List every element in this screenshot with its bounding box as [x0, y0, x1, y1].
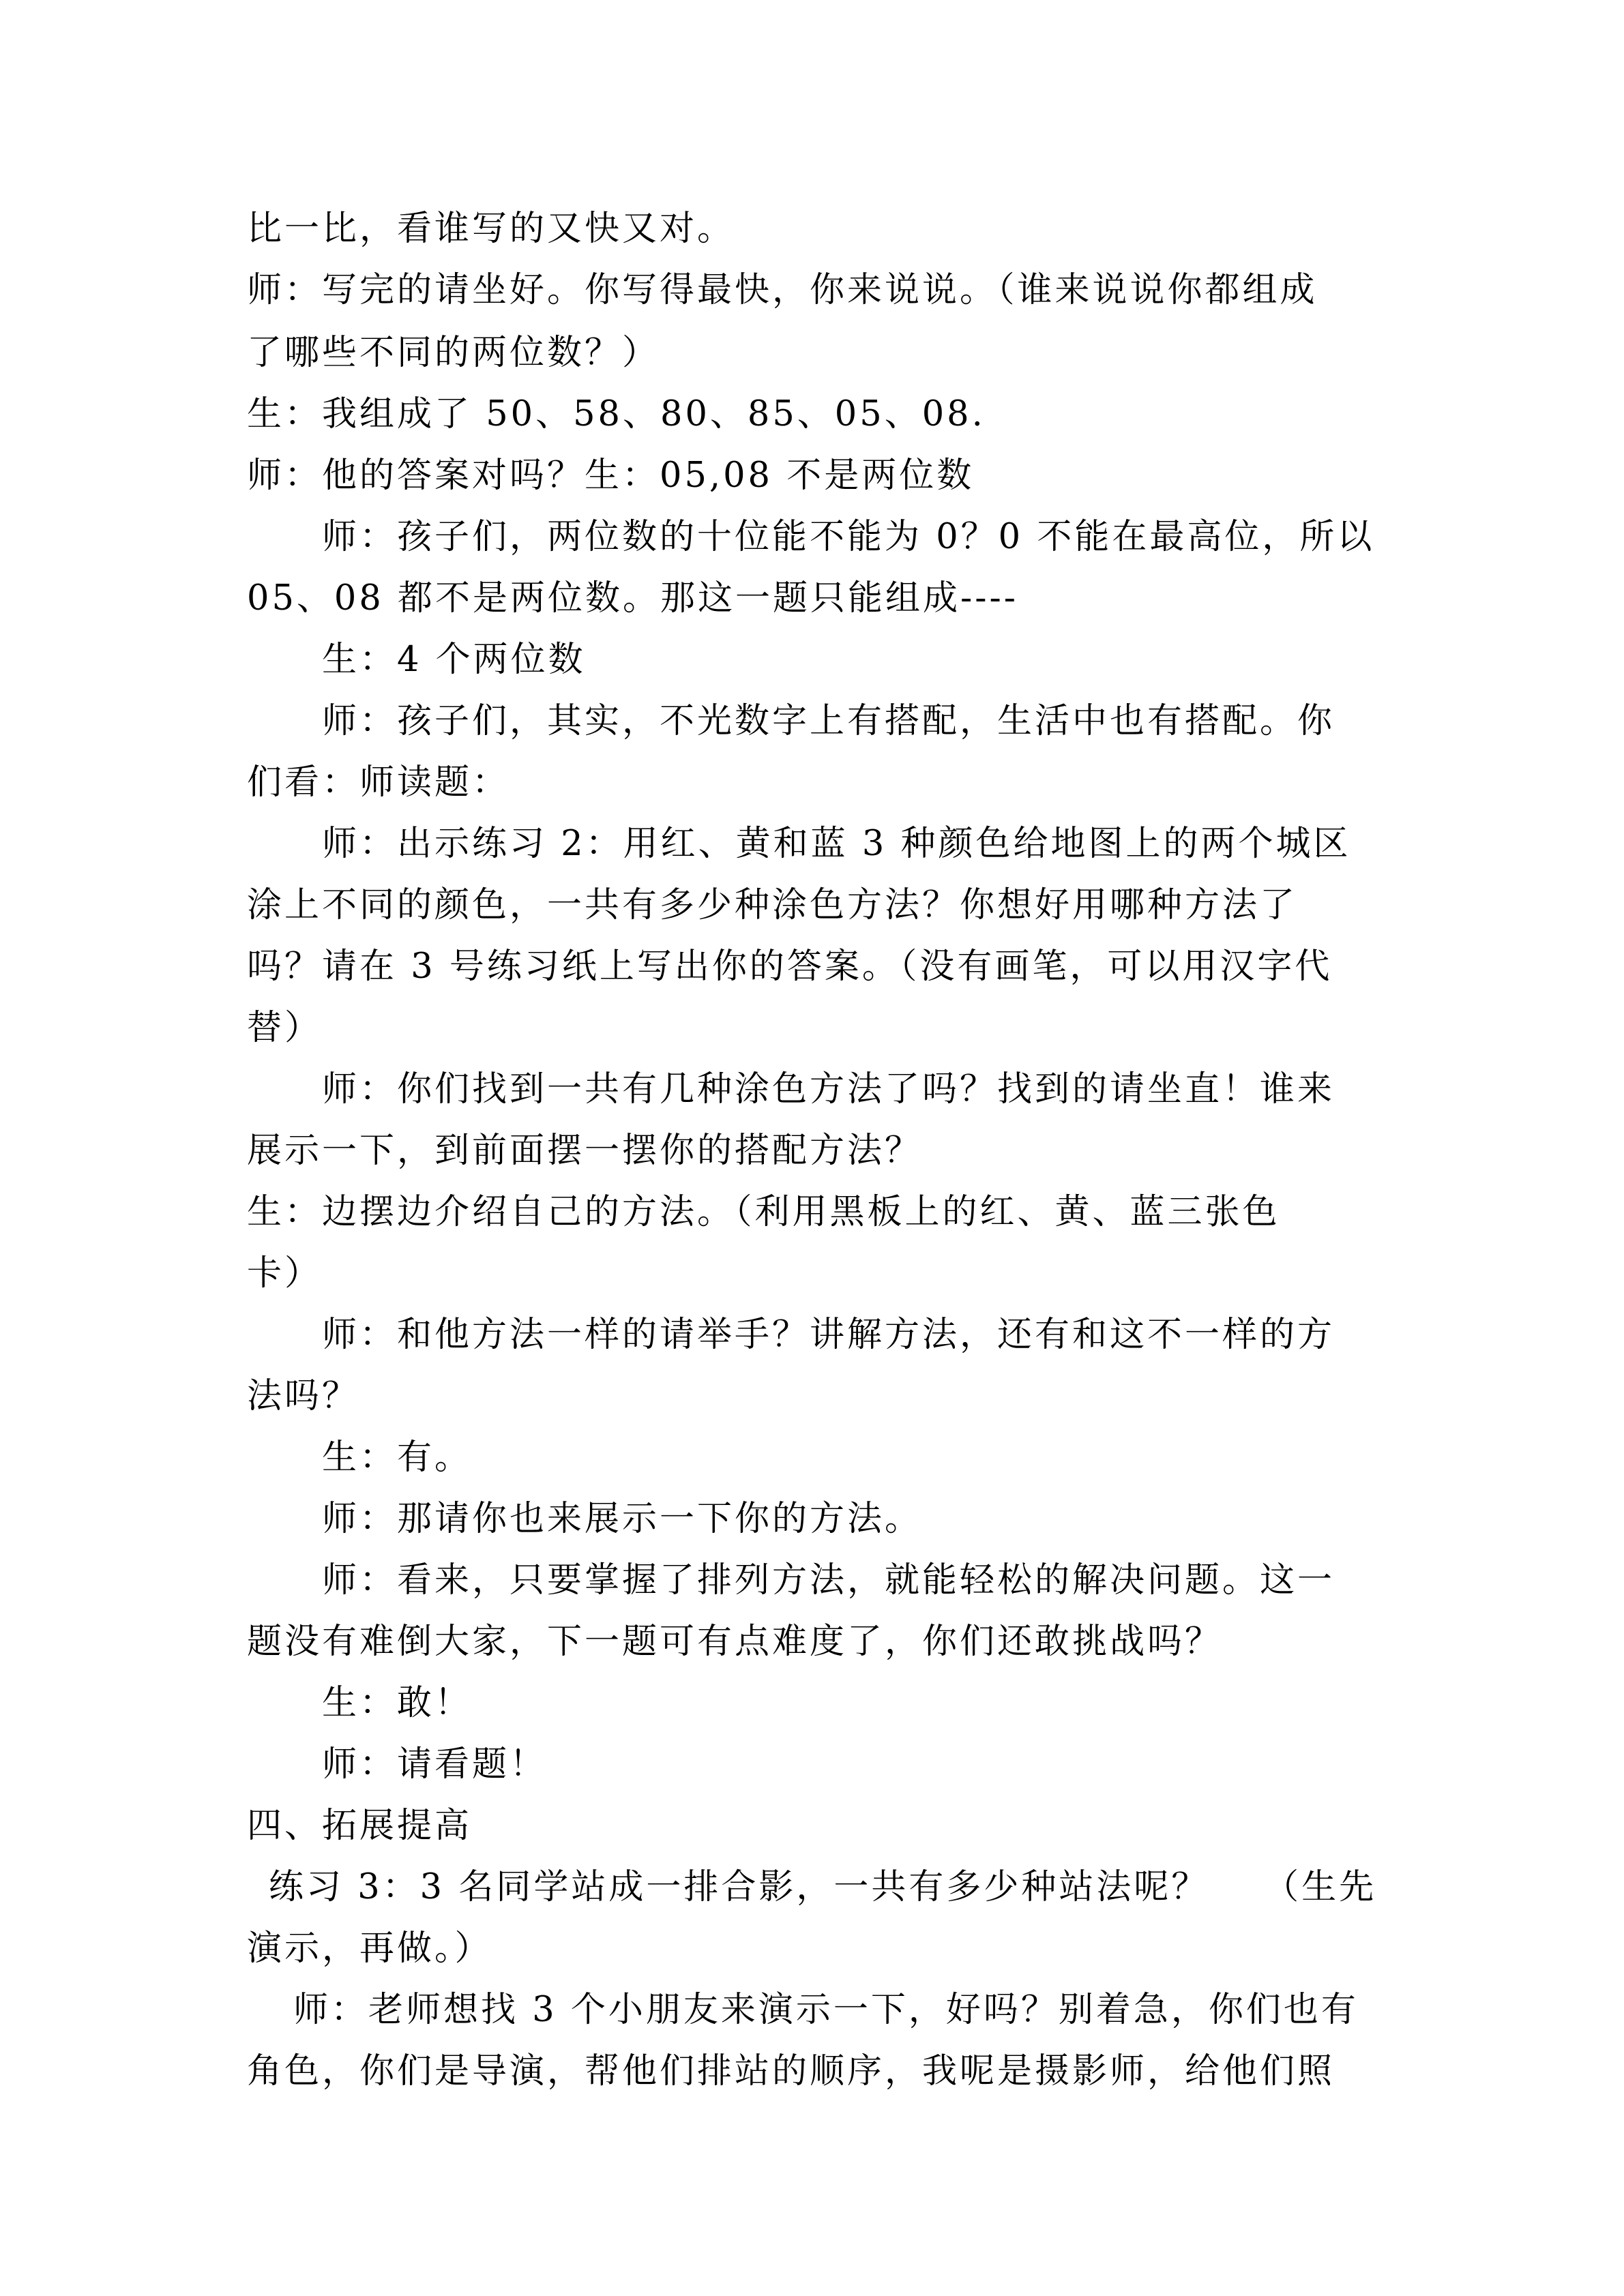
- text-line: 师：和他方法一样的请举手？讲解方法，还有和这不一样的方: [322, 1315, 1335, 1355]
- text-line: 师：你们找到一共有几种涂色方法了吗？找到的请坐直！谁来: [322, 1069, 1335, 1109]
- text-line: 生：敢！: [322, 1683, 473, 1723]
- text-line: 生：有。: [322, 1437, 473, 1478]
- text-line: 师：请看题！: [322, 1744, 548, 1785]
- text-line: 吗？请在 3 号练习纸上写出你的答案。（没有画笔，可以用汉字代: [247, 946, 1333, 987]
- text-line: 比一比，看谁写的又快又对。: [247, 209, 735, 249]
- text-line: 替）: [247, 1008, 323, 1048]
- text-line: 师：出示练习 2：用红、黄和蓝 3 种颜色给地图上的两个城区: [322, 824, 1351, 864]
- text-line: 们看：师读题：: [247, 762, 510, 803]
- text-line: 生：4 个两位数: [322, 640, 586, 680]
- text-line: 题没有难倒大家，下一题可有点难度了，你们还敢挑战吗？: [247, 1622, 1223, 1662]
- text-line: 练习 3：3 名同学站成一排合影，一共有多少种站法呢？ （生先: [269, 1867, 1377, 1907]
- text-line: 师：那请你也来展示一下你的方法。: [322, 1499, 923, 1539]
- text-line: 师：孩子们，其实，不光数字上有搭配，生活中也有搭配。你: [322, 701, 1335, 741]
- text-line: 法吗？: [247, 1376, 360, 1416]
- section-heading: 四、拓展提高: [247, 1806, 473, 1846]
- text-line: 师：他的答案对吗？生：05,08 不是两位数: [247, 456, 975, 496]
- text-line: 展示一下，到前面摆一摆你的搭配方法？: [247, 1131, 923, 1171]
- text-line: 卡）: [247, 1253, 323, 1294]
- text-line: 涂上不同的颜色，一共有多少种涂色方法？你想好用哪种方法了: [247, 885, 1298, 925]
- text-line: 师：老师想找 3 个小朋友来演示一下，好吗？别着急，你们也有: [293, 1990, 1359, 2030]
- text-line: 05、08 都不是两位数。那这一题只能组成----: [247, 578, 1018, 618]
- text-line: 演示，再做。）: [247, 1928, 492, 1969]
- text-line: 生：边摆边介绍自己的方法。（利用黑板上的红、黄、蓝三张色: [247, 1192, 1280, 1232]
- text-line: 师：写完的请坐好。你写得最快，你来说说。（谁来说说你都组成: [247, 270, 1318, 310]
- text-line: 了哪些不同的两位数？）: [247, 333, 660, 373]
- text-line: 师：孩子们，两位数的十位能不能为 0？0 不能在最高位，所以: [322, 517, 1375, 557]
- text-line: 生：我组成了 50、58、80、85、05、08.: [247, 394, 986, 434]
- text-line: 师：看来，只要掌握了排列方法，就能轻松的解决问题。这一: [322, 1560, 1335, 1600]
- text-line: 角色，你们是导演，帮他们排站的顺序，我呢是摄影师，给他们照: [247, 2051, 1335, 2091]
